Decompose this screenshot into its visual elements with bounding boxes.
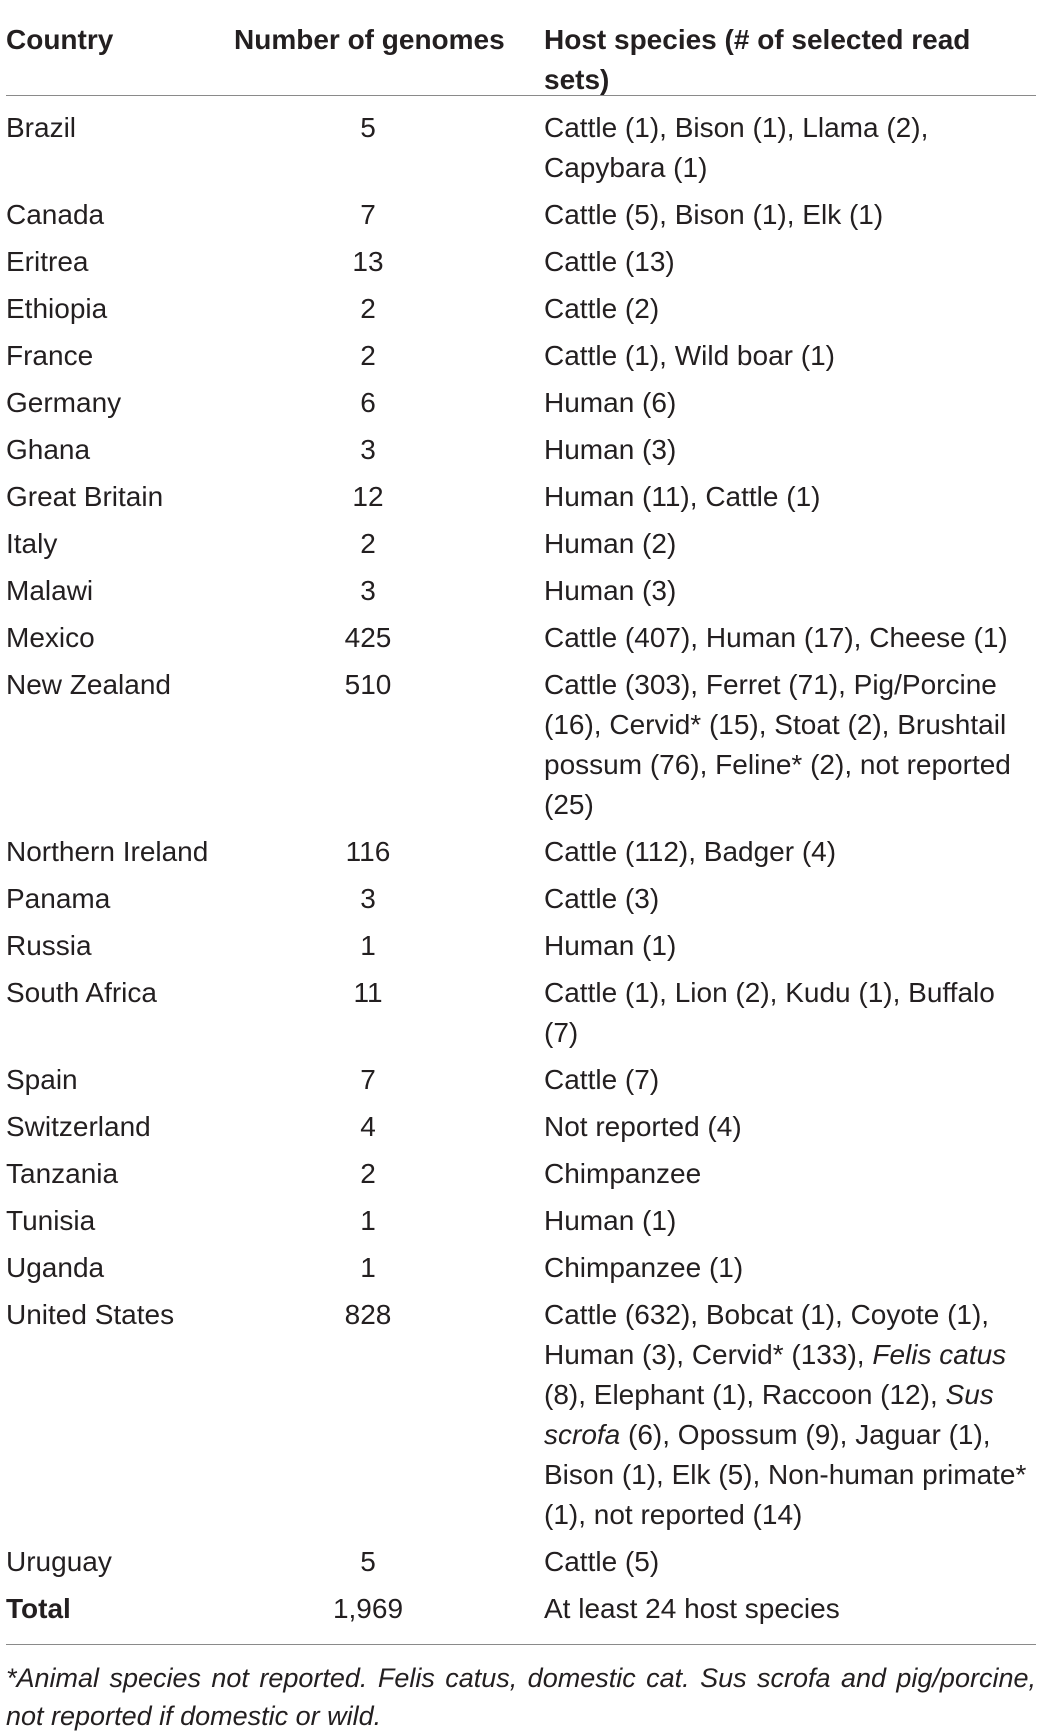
cell-hosts: Cattle (5) bbox=[544, 1546, 660, 1577]
table-header bbox=[6, 0, 1036, 96]
header-hosts: Host species (# of selected read sets) bbox=[544, 24, 971, 95]
footnote-text: *Animal species not reported. Felis catus, domestic cat. Sus scrofa and pig/porcine, not reported if domestic or wild. bbox=[6, 1663, 1036, 1731]
cell-country: Uganda bbox=[6, 1252, 105, 1283]
table-body bbox=[6, 96, 1036, 1636]
total-genomes: 1,969 bbox=[332, 1593, 404, 1624]
table-row bbox=[6, 1295, 1036, 1542]
cell-hosts: Human (3) bbox=[544, 575, 677, 606]
cell-genomes: 12 bbox=[352, 481, 384, 512]
cell-country: Italy bbox=[6, 528, 58, 559]
cell-genomes: 116 bbox=[345, 836, 391, 867]
cell-hosts: Human (6) bbox=[544, 387, 677, 418]
cell-hosts: Cattle (407), Human (17), Cheese (1) bbox=[544, 622, 1008, 653]
cell-country: Switzerland bbox=[6, 1111, 151, 1142]
cell-genomes: 1 bbox=[360, 1205, 376, 1236]
cell-genomes: 5 bbox=[360, 1546, 376, 1577]
table-row bbox=[6, 477, 1036, 524]
cell-genomes: 828 bbox=[344, 1299, 392, 1330]
table-row bbox=[6, 879, 1036, 926]
header-country: Country bbox=[6, 24, 114, 55]
table-row bbox=[6, 973, 1036, 1060]
table-row bbox=[6, 336, 1036, 383]
table-row bbox=[6, 1107, 1036, 1154]
cell-country: New Zealand bbox=[6, 669, 171, 700]
cell-hosts bbox=[544, 1295, 1036, 1535]
cell-genomes: 510 bbox=[344, 669, 392, 700]
cell-hosts: Cattle (1), Lion (2), Kudu (1), Buffalo (7) bbox=[544, 977, 995, 1048]
cell-hosts: Cattle (3) bbox=[544, 883, 660, 914]
cell-hosts: Cattle (13) bbox=[544, 246, 675, 277]
table-page bbox=[6, 0, 1036, 1735]
cell-genomes: 7 bbox=[360, 199, 376, 230]
cell-genomes: 2 bbox=[360, 1158, 376, 1189]
cell-genomes: 7 bbox=[360, 1064, 376, 1095]
table-row bbox=[6, 524, 1036, 571]
cell-country: South Africa bbox=[6, 977, 157, 1008]
cell-country: Tunisia bbox=[6, 1205, 96, 1236]
table-row bbox=[6, 242, 1036, 289]
cell-hosts: Chimpanzee (1) bbox=[544, 1252, 744, 1283]
cell-genomes: 2 bbox=[360, 293, 376, 324]
cell-genomes: 11 bbox=[353, 977, 383, 1008]
table-row bbox=[6, 926, 1036, 973]
table-row bbox=[6, 1542, 1036, 1589]
table-row bbox=[6, 665, 1036, 832]
cell-genomes: 13 bbox=[352, 246, 384, 277]
cell-country: Russia bbox=[6, 930, 92, 961]
hosts-text: Cattle (632), Bobcat (1), Coyote (1), Human (3), Cervid* (133), bbox=[544, 1299, 990, 1370]
table-row bbox=[6, 195, 1036, 242]
cell-hosts: Human (1) bbox=[544, 930, 677, 961]
cell-hosts: Cattle (5), Bison (1), Elk (1) bbox=[544, 199, 884, 230]
table-row bbox=[6, 618, 1036, 665]
cell-country: France bbox=[6, 340, 94, 371]
cell-country: Brazil bbox=[6, 112, 77, 143]
cell-genomes: 6 bbox=[360, 387, 376, 418]
cell-hosts: Cattle (7) bbox=[544, 1064, 660, 1095]
cell-country: Canada bbox=[6, 199, 105, 230]
cell-genomes: 3 bbox=[360, 434, 376, 465]
cell-hosts: Human (3) bbox=[544, 434, 677, 465]
hosts-species-italic: Felis catus bbox=[872, 1339, 1007, 1370]
cell-genomes: 3 bbox=[360, 575, 376, 606]
cell-country: Uruguay bbox=[6, 1546, 112, 1577]
hosts-text: (6), Opossum (9), Jaguar (1), Bison (1), Elk (5), Non-human primate* (1), not reported (14) bbox=[544, 1419, 1027, 1530]
table-row bbox=[6, 383, 1036, 430]
cell-country: Malawi bbox=[6, 575, 94, 606]
cell-country: Spain bbox=[6, 1064, 78, 1095]
cell-country: Tanzania bbox=[6, 1158, 119, 1189]
hosts-text: (8), Elephant (1), Raccoon (12), bbox=[544, 1379, 946, 1410]
cell-genomes: 3 bbox=[360, 883, 376, 914]
cell-hosts: Cattle (1), Bison (1), Llama (2), Capybara (1) bbox=[544, 112, 929, 183]
cell-hosts: Human (11), Cattle (1) bbox=[544, 481, 821, 512]
total-hosts: At least 24 host species bbox=[544, 1593, 840, 1624]
cell-country: Ghana bbox=[6, 434, 91, 465]
cell-country: Northern Ireland bbox=[6, 836, 209, 867]
cell-genomes: 425 bbox=[344, 622, 392, 653]
table-total-row bbox=[6, 1589, 1036, 1636]
cell-country: Eritrea bbox=[6, 246, 89, 277]
total-label: Total bbox=[6, 1593, 71, 1624]
cell-hosts: Human (2) bbox=[544, 528, 677, 559]
cell-genomes: 1 bbox=[360, 1252, 376, 1283]
table-row bbox=[6, 430, 1036, 477]
cell-genomes: 2 bbox=[360, 528, 376, 559]
cell-hosts: Cattle (112), Badger (4) bbox=[544, 836, 837, 867]
hosts-species-italic: Sus scrofa bbox=[544, 1379, 994, 1450]
cell-country: Ethiopia bbox=[6, 293, 108, 324]
table-row bbox=[6, 1201, 1036, 1248]
cell-country: Great Britain bbox=[6, 481, 164, 512]
cell-country: Germany bbox=[6, 387, 122, 418]
cell-hosts: Cattle (2) bbox=[544, 293, 660, 324]
cell-genomes: 5 bbox=[360, 112, 376, 143]
cell-genomes: 2 bbox=[360, 340, 376, 371]
cell-country: Panama bbox=[6, 883, 111, 914]
table-row bbox=[6, 108, 1036, 195]
header-genomes: Number of genomes bbox=[234, 24, 505, 55]
table-row bbox=[6, 1060, 1036, 1107]
cell-country: Mexico bbox=[6, 622, 95, 653]
table-row bbox=[6, 1154, 1036, 1201]
cell-hosts: Not reported (4) bbox=[544, 1111, 742, 1142]
cell-genomes: 1 bbox=[360, 930, 376, 961]
cell-hosts: Cattle (303), Ferret (71), Pig/Porcine (16), Cervid* (15), Stoat (2), Brushtail possum (76), Feline* (2), not reported (25) bbox=[544, 669, 1011, 820]
table-footnote bbox=[6, 1645, 1036, 1735]
table-row bbox=[6, 1248, 1036, 1295]
cell-genomes: 4 bbox=[360, 1111, 376, 1142]
cell-country: United States bbox=[6, 1299, 175, 1330]
table-row bbox=[6, 571, 1036, 618]
cell-hosts: Chimpanzee bbox=[544, 1158, 702, 1189]
cell-hosts: Human (1) bbox=[544, 1205, 677, 1236]
table-row bbox=[6, 289, 1036, 336]
table-row bbox=[6, 832, 1036, 879]
cell-hosts: Cattle (1), Wild boar (1) bbox=[544, 340, 835, 371]
